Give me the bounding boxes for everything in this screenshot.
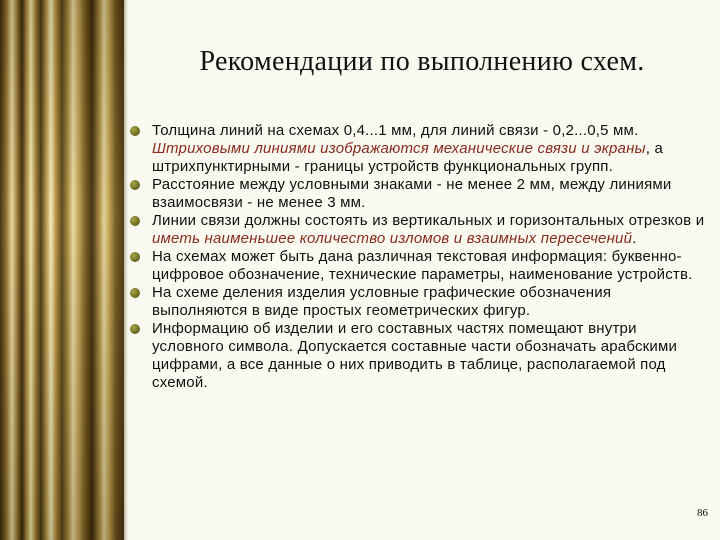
- item-text: Толщина линий на схемах 0,4...1 мм, для линий связи - 0,2...0,5 мм.: [152, 122, 639, 139]
- bullet-icon: [130, 180, 140, 190]
- item-text: Информацию об изделии и его составных частях помещают внутри условного символа. Допускается составные части обозначать арабскими цифрами, а все данные о них приводить в таблице, располагаемой под схемой.: [152, 320, 678, 391]
- item-text: На схемах может быть дана различная текстовая информация: буквенно-цифровое обозначение, технические параметры, наименование устройств.: [152, 248, 693, 283]
- bullet-icon: [130, 216, 140, 226]
- page-number: 86: [697, 507, 708, 519]
- item-text-tail: , а штрихпунктирными - границы устройств функциональных групп.: [152, 140, 664, 175]
- item-text: Линии связи должны состоять из вертикальных и горизонтальных отрезков и: [152, 212, 705, 229]
- item-emphasis: иметь наименьшее количество изломов и взаимных пересечений: [152, 230, 633, 247]
- bullet-icon: [130, 288, 140, 298]
- item-text-tail: .: [632, 230, 637, 247]
- bullet-icon: [130, 126, 140, 136]
- item-emphasis: Штриховыми линиями изображаются механические связи и экраны: [152, 140, 646, 157]
- item-text: Расстояние между условными знаками - не менее 2 мм, между линиями взаимосвязи - не менее 3 мм.: [152, 176, 672, 211]
- list-item: [130, 212, 710, 248]
- decorative-gold-frame: [0, 0, 124, 540]
- bullet-icon: [130, 324, 140, 334]
- recommendations-list: [130, 122, 710, 392]
- list-item: [130, 248, 710, 284]
- list-item: [130, 122, 710, 176]
- list-item: [130, 320, 710, 392]
- item-text: На схеме деления изделия условные графические обозначения выполняются в виде простых геометрических фигур.: [152, 284, 612, 319]
- bullet-icon: [130, 252, 140, 262]
- list-item: [130, 176, 710, 212]
- frame-shadow: [124, 0, 128, 540]
- list-item: [130, 284, 710, 320]
- slide-title: Рекомендации по выполнению схем.: [199, 46, 645, 77]
